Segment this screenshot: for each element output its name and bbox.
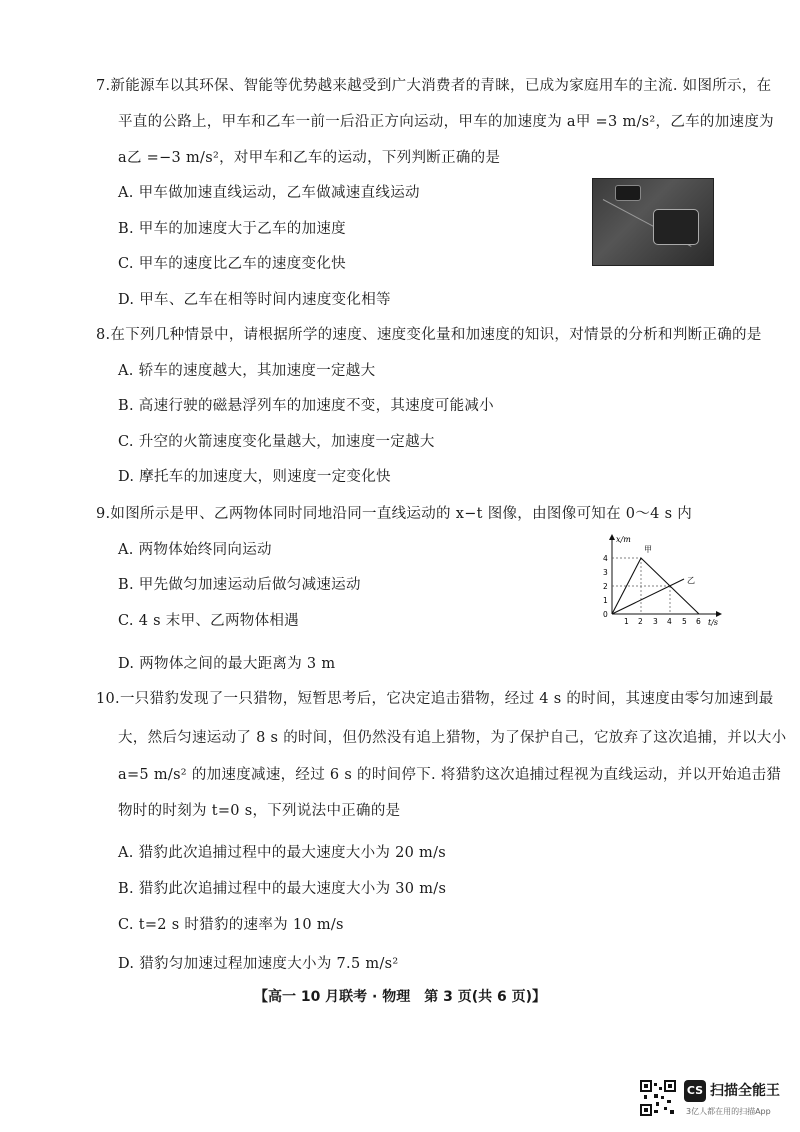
q8-option-c: C. 升空的火箭速度变化量越大，加速度一定越大: [118, 434, 435, 450]
q10-stem-line2: 大，然后匀速运动了 8 s 的时间，但仍然没有追上猎物，为了保护自己，它放弃了这次追捕，并以大小: [118, 730, 787, 746]
q9-option-a: A. 两物体始终同向运动: [118, 542, 272, 558]
q7-stem-line3: a乙 =−3 m/s²，对甲车和乙车的运动，下列判断正确的是: [118, 150, 501, 166]
q8-option-b: B. 高速行驶的磁悬浮列车的加速度不变，其速度可能减小: [118, 398, 494, 414]
q8-option-d: D. 摩托车的加速度大，则速度一定变化快: [118, 469, 391, 485]
q10-option-b: B. 猎豹此次追捕过程中的最大速度大小为 30 m/s: [118, 881, 447, 897]
graph-xlabel: t/s: [708, 618, 719, 627]
q8-stem: 8.在下列几种情景中，请根据所学的速度、速度变化量和加速度的知识，对情景的分析和判断正确的是: [96, 327, 762, 343]
q7-option-c: C. 甲车的速度比乙车的速度变化快: [118, 256, 346, 272]
graph-label-jia: 甲: [644, 545, 652, 554]
xt-graph: [598, 532, 728, 628]
car-icon: [653, 209, 699, 245]
q7-stem-line1: 7.新能源车以其环保、智能等优势越来越受到广大消费者的青睐，已成为家庭用车的主流. 如图所示，在: [96, 78, 772, 94]
q7-option-b: B. 甲车的加速度大于乙车的加速度: [118, 221, 346, 237]
q10-stem-line3: a=5 m/s² 的加速度减速，经过 6 s 的时间停下. 将猎豹这次追捕过程视为直线运动，并以开始追击猎: [118, 767, 782, 783]
cars-photo: [592, 178, 714, 266]
ytick: 3: [603, 568, 608, 577]
q7-option-d: D. 甲车、乙车在相等时间内速度变化相等: [118, 292, 391, 308]
q7-option-a: A. 甲车做加速直线运动，乙车做减速直线运动: [118, 185, 420, 201]
ytick: 2: [603, 582, 608, 591]
xtick: 6: [696, 617, 701, 626]
q9-stem: 9.如图所示是甲、乙两物体同时同地沿同一直线运动的 x−t 图像，由图像可知在 0～4 s 内: [96, 506, 693, 522]
q10-stem-line1: 10.一只猎豹发现了一只猎物，短暂思考后，它决定追击猎物，经过 4 s 的时间，其速度由零匀加速到最: [96, 691, 774, 707]
q10-stem-line4: 物时的时刻为 t=0 s，下列说法中正确的是: [118, 803, 401, 819]
q10-option-a: A. 猎豹此次追捕过程中的最大速度大小为 20 m/s: [118, 845, 447, 861]
graph-label-yi: 乙: [687, 576, 695, 585]
q10-option-c: C. t=2 s 时猎豹的速率为 10 m/s: [118, 917, 344, 933]
camscanner-tagline: 3亿人都在用的扫描App: [686, 1107, 771, 1116]
q7-stem-line2: 平直的公路上，甲车和乙车一前一后沿正方向运动，甲车的加速度为 a甲 =3 m/s²，乙车的加速度为: [118, 114, 774, 130]
ytick: 1: [603, 596, 608, 605]
xtick: 2: [638, 617, 643, 626]
xtick: 1: [624, 617, 629, 626]
car-icon: [615, 185, 641, 201]
ytick: 4: [603, 554, 608, 563]
q9-option-c: C. 4 s 末甲、乙两物体相遇: [118, 613, 299, 629]
page-footer: 【高一 10 月联考 · 物理 第 3 页(共 6 页)】: [253, 989, 547, 1005]
series-yi: [612, 579, 684, 614]
xtick: 4: [667, 617, 672, 626]
camscanner-logo-icon: CS: [684, 1080, 706, 1102]
camscanner-name: 扫描全能王: [710, 1083, 780, 1099]
graph-ylabel: x/m: [616, 535, 631, 544]
q8-option-a: A. 轿车的速度越大，其加速度一定越大: [118, 363, 376, 379]
ytick: 0: [603, 610, 608, 619]
xtick: 3: [653, 617, 658, 626]
q9-option-b: B. 甲先做匀加速运动后做匀减速运动: [118, 577, 361, 593]
xtick: 5: [682, 617, 687, 626]
q10-option-d: D. 猎豹匀加速过程加速度大小为 7.5 m/s²: [118, 956, 399, 972]
qr-code-icon: [640, 1080, 676, 1116]
q9-option-d: D. 两物体之间的最大距离为 3 m: [118, 656, 336, 672]
